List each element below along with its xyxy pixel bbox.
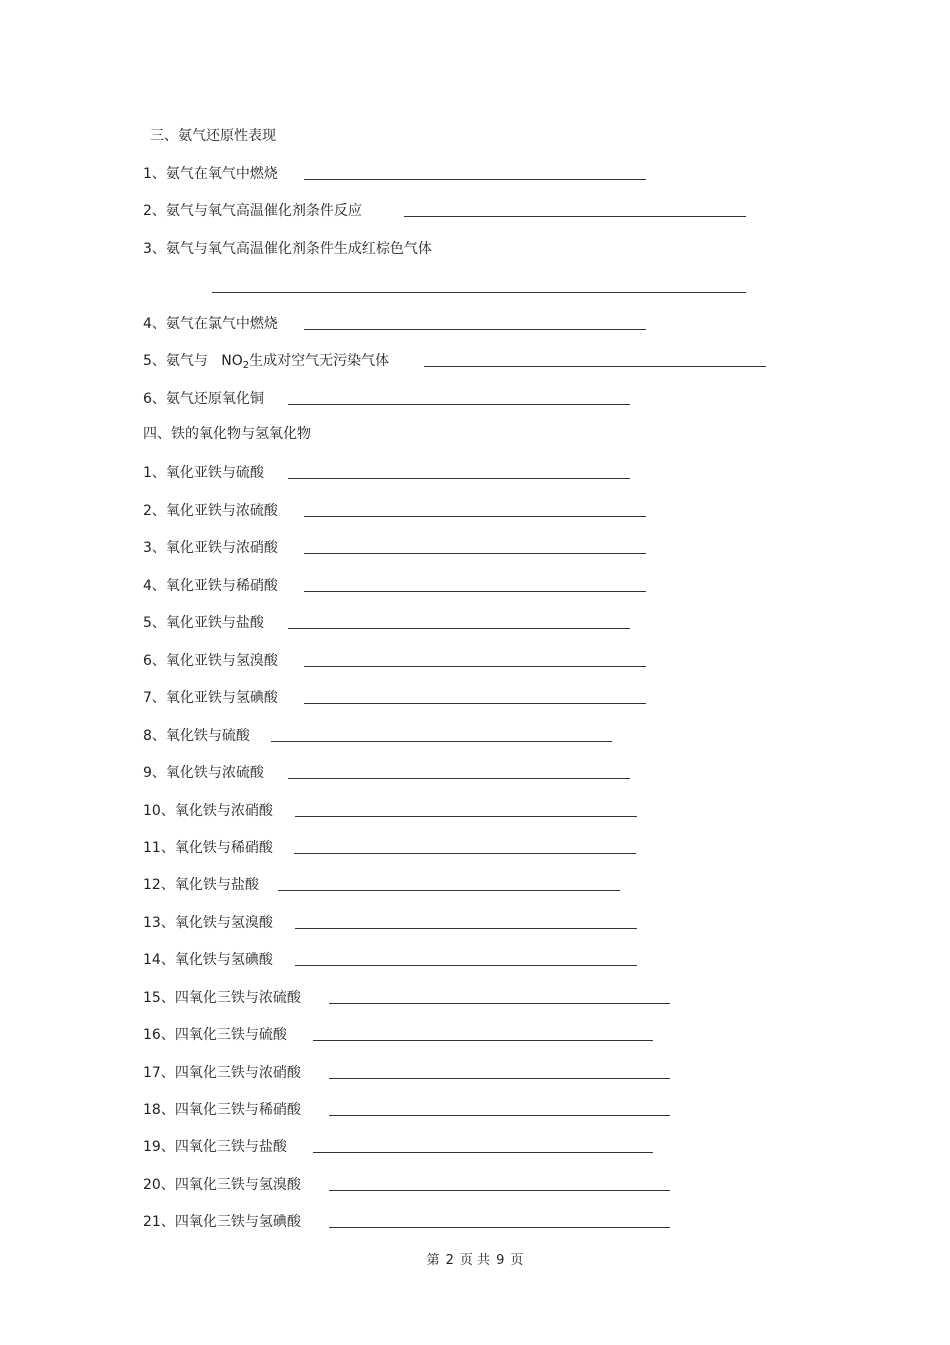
answer-line[interactable] [329,1078,670,1079]
answer-line[interactable] [278,890,620,891]
item-label: 12、氧化铁与盐酸 [143,877,259,893]
item-label: 19、四氧化三铁与盐酸 [143,1139,287,1155]
formula-subscript: 2 [242,360,250,371]
page-footer [0,1252,950,1270]
item-label: 11、氧化铁与稀硝酸 [143,840,273,856]
answer-line[interactable] [288,628,630,629]
answer-line[interactable] [304,703,646,704]
answer-line[interactable] [304,591,646,592]
item-label: 6、氧化亚铁与氢溴酸 [143,653,278,669]
answer-line[interactable] [288,478,630,479]
total-pages: 9 [496,1253,505,1268]
answer-line[interactable] [304,329,646,330]
section-title: 四、铁的氧化物与氢氧化物 [143,426,311,442]
item-label: 18、四氧化三铁与稀硝酸 [143,1102,301,1118]
item-label: 2、氨气与氧气高温催化剂条件反应 [143,203,362,219]
answer-line[interactable] [424,366,766,367]
answer-line[interactable] [288,404,630,405]
answer-line[interactable] [271,741,612,742]
answer-line[interactable] [212,292,746,293]
item-label: 17、四氧化三铁与浓硝酸 [143,1065,301,1081]
footer-suffix: 页 [510,1253,524,1268]
item-label: 4、氧化亚铁与稀硝酸 [143,578,278,594]
answer-line[interactable] [313,1040,653,1041]
item-label: 7、氧化亚铁与氢碘酸 [143,690,278,706]
item-label: 10、氧化铁与浓硝酸 [143,803,273,819]
answer-line[interactable] [304,516,646,517]
item-label: 3、氨气与氧气高温催化剂条件生成红棕色气体 [143,241,432,257]
answer-line[interactable] [329,1190,670,1191]
item-label: 8、氧化铁与硫酸 [143,728,250,744]
item-label: 4、氨气在氯气中燃烧 [143,316,278,332]
answer-line[interactable] [295,965,637,966]
footer-prefix: 第 [426,1253,440,1268]
chemical-formula: NO [221,353,243,369]
item-prefix: 5、氨气与 [143,353,208,369]
answer-line[interactable] [294,853,636,854]
item-label: 21、四氧化三铁与氢碘酸 [143,1214,301,1230]
item-label: 13、氧化铁与氢溴酸 [143,915,273,931]
answer-line[interactable] [329,1115,670,1116]
item-label: 3、氧化亚铁与浓硝酸 [143,540,278,556]
item-label [143,351,389,373]
page-number: 2 [445,1253,454,1268]
answer-line[interactable] [313,1152,653,1153]
item-label: 6、氨气还原氧化铜 [143,391,264,407]
item-label: 9、氧化铁与浓硫酸 [143,765,264,781]
item-label: 20、四氧化三铁与氢溴酸 [143,1177,301,1193]
footer-middle: 页 共 [459,1253,491,1268]
answer-line[interactable] [329,1003,670,1004]
item-label: 15、四氧化三铁与浓硫酸 [143,990,301,1006]
section-title: 三、氨气还原性表现 [150,128,276,144]
answer-line[interactable] [288,778,630,779]
item-suffix: 生成对空气无污染气体 [249,353,390,369]
answer-line[interactable] [304,179,646,180]
item-label: 1、氨气在氧气中燃烧 [143,166,278,182]
answer-line[interactable] [304,553,646,554]
item-label: 1、氧化亚铁与硫酸 [143,465,264,481]
answer-line[interactable] [295,928,637,929]
answer-line[interactable] [295,816,637,817]
answer-line[interactable] [329,1227,670,1228]
answer-line[interactable] [404,216,746,217]
item-label: 2、氧化亚铁与浓硫酸 [143,503,278,519]
item-label: 14、氧化铁与氢碘酸 [143,952,273,968]
item-label: 16、四氧化三铁与硫酸 [143,1027,287,1043]
item-label: 5、氧化亚铁与盐酸 [143,615,264,631]
answer-line[interactable] [304,666,646,667]
